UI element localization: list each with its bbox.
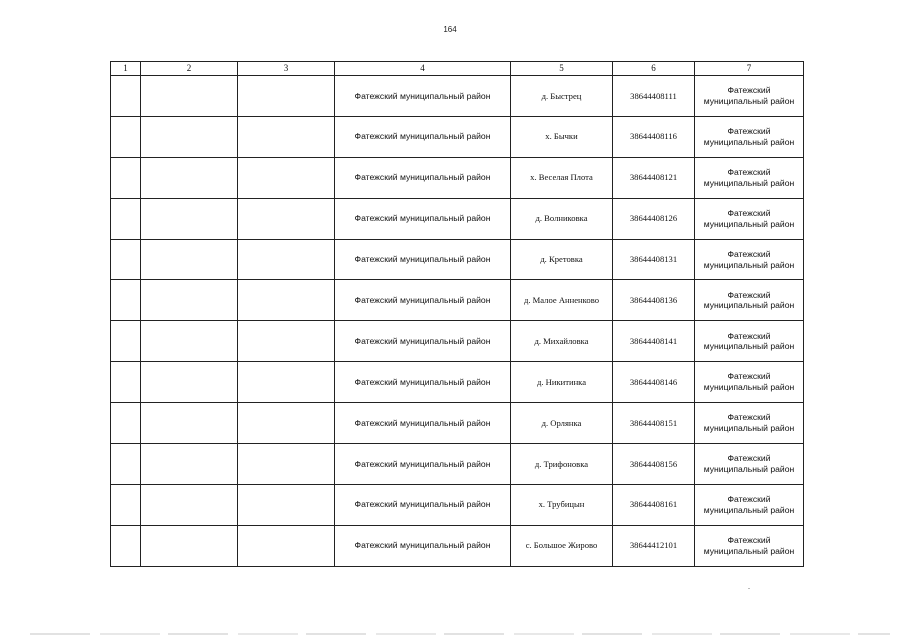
cell-col2 bbox=[141, 321, 238, 362]
cell-code: 38644408111 bbox=[613, 76, 695, 117]
municipality-line-1: Фатежский bbox=[727, 166, 771, 177]
table-row bbox=[111, 157, 804, 198]
cell-district: Фатежский муниципальный район bbox=[335, 403, 511, 444]
cell-col3 bbox=[238, 116, 335, 157]
column-header-4: 4 bbox=[335, 62, 511, 76]
cell-municipality bbox=[695, 280, 804, 321]
column-header-6: 6 bbox=[613, 62, 695, 76]
cell-col1 bbox=[111, 321, 141, 362]
cell-code: 38644408121 bbox=[613, 157, 695, 198]
cell-col1 bbox=[111, 239, 141, 280]
cell-col2 bbox=[141, 239, 238, 280]
cell-col3 bbox=[238, 403, 335, 444]
table-row bbox=[111, 362, 804, 403]
cell-code: 38644408141 bbox=[613, 321, 695, 362]
cell-settlement: х. Трубицын bbox=[511, 484, 613, 525]
municipality-line-2: муниципальный район bbox=[703, 423, 795, 434]
municipality-line-1: Фатежский bbox=[727, 535, 771, 545]
column-header-1: 1 bbox=[111, 62, 141, 76]
cell-district: Фатежский муниципальный район bbox=[335, 362, 511, 403]
column-header-5: 5 bbox=[511, 62, 613, 76]
cell-code: 38644408151 bbox=[613, 403, 695, 444]
cell-district: Фатежский муниципальный район bbox=[335, 198, 511, 239]
cell-col1 bbox=[111, 525, 141, 566]
cell-col3 bbox=[238, 525, 335, 566]
cell-settlement: д. Кретовка bbox=[511, 239, 613, 280]
cell-col3 bbox=[238, 76, 335, 117]
cell-district: Фатежский муниципальный район bbox=[335, 321, 511, 362]
cell-col2 bbox=[141, 362, 238, 403]
municipality-line-1: Фатежский bbox=[727, 248, 771, 259]
municipality-line-2: муниципальный район bbox=[703, 300, 795, 311]
cell-district: Фатежский муниципальный район bbox=[335, 444, 511, 485]
cell-code: 38644408126 bbox=[613, 198, 695, 239]
cell-settlement: х. Бычки bbox=[511, 116, 613, 157]
cell-col2 bbox=[141, 157, 238, 198]
cell-col3 bbox=[238, 362, 335, 403]
cell-code: 38644408131 bbox=[613, 239, 695, 280]
cell-col3 bbox=[238, 484, 335, 525]
table-row bbox=[111, 321, 804, 362]
cell-col1 bbox=[111, 484, 141, 525]
municipality-line-1: Фатежский bbox=[727, 330, 771, 341]
cell-col1 bbox=[111, 362, 141, 403]
municipality-line-1: Фатежский bbox=[727, 453, 771, 464]
cell-municipality bbox=[695, 198, 804, 239]
cell-district: Фатежский муниципальный район bbox=[335, 484, 511, 525]
cell-col2 bbox=[141, 484, 238, 525]
municipality-line-2: муниципальный район bbox=[703, 177, 795, 188]
table-row bbox=[111, 76, 804, 117]
municipality-line-1: Фатежский bbox=[727, 85, 771, 96]
table-row bbox=[111, 403, 804, 444]
cell-district: Фатежский муниципальный район bbox=[335, 280, 511, 321]
cell-code: 38644408116 bbox=[613, 116, 695, 157]
cell-settlement: д. Трифоновка bbox=[511, 444, 613, 485]
municipality-line-1: Фатежский bbox=[727, 412, 771, 423]
municipality-line-1: Фатежский bbox=[727, 126, 771, 137]
cell-code: 38644412101 bbox=[613, 525, 695, 566]
scan-speck bbox=[748, 588, 750, 589]
municipality-line-2: муниципальный район bbox=[703, 504, 795, 515]
cell-col1 bbox=[111, 157, 141, 198]
municipality-line-2: муниципальный район bbox=[703, 95, 795, 106]
cell-district: Фатежский муниципальный район bbox=[335, 116, 511, 157]
municipality-line-2: муниципальный район bbox=[703, 136, 795, 147]
cell-col1 bbox=[111, 76, 141, 117]
scan-artifact-line bbox=[30, 633, 890, 635]
cell-col1 bbox=[111, 403, 141, 444]
table-row bbox=[111, 198, 804, 239]
municipality-line-2: муниципальный район bbox=[703, 341, 795, 352]
table-row bbox=[111, 116, 804, 157]
cell-col3 bbox=[238, 321, 335, 362]
cell-district: Фатежский муниципальный район bbox=[335, 76, 511, 117]
cell-col2 bbox=[141, 280, 238, 321]
cell-code: 38644408156 bbox=[613, 444, 695, 485]
cell-code: 38644408136 bbox=[613, 280, 695, 321]
cell-col3 bbox=[238, 444, 335, 485]
column-header-7: 7 bbox=[695, 62, 804, 76]
municipality-line-1: Фатежский bbox=[727, 371, 771, 382]
cell-municipality bbox=[695, 116, 804, 157]
cell-district: Фатежский муниципальный район bbox=[335, 157, 511, 198]
cell-col2 bbox=[141, 403, 238, 444]
column-header-3: 3 bbox=[238, 62, 335, 76]
header-row bbox=[111, 62, 804, 76]
cell-col3 bbox=[238, 198, 335, 239]
municipality-line-2: муниципальный район bbox=[703, 545, 795, 556]
municipality-line-2: муниципальный район bbox=[703, 382, 795, 393]
table-row bbox=[111, 444, 804, 485]
cell-district: Фатежский муниципальный район bbox=[335, 239, 511, 280]
cell-municipality bbox=[695, 321, 804, 362]
cell-col2 bbox=[141, 444, 238, 485]
cell-municipality bbox=[695, 525, 804, 566]
cell-municipality bbox=[695, 239, 804, 280]
cell-code: 38644408146 bbox=[613, 362, 695, 403]
cell-municipality bbox=[695, 403, 804, 444]
cell-municipality bbox=[695, 444, 804, 485]
cell-settlement: д. Волниковка bbox=[511, 198, 613, 239]
page-number: 164 bbox=[443, 25, 457, 34]
settlements-table bbox=[110, 61, 804, 567]
column-header-2: 2 bbox=[141, 62, 238, 76]
municipality-line-2: муниципальный район bbox=[703, 218, 795, 229]
cell-settlement: д. Малое Анненково bbox=[511, 280, 613, 321]
municipality-line-2: муниципальный район bbox=[703, 463, 795, 474]
cell-col1 bbox=[111, 198, 141, 239]
cell-col3 bbox=[238, 239, 335, 280]
cell-settlement: д. Орлянка bbox=[511, 403, 613, 444]
cell-col2 bbox=[141, 525, 238, 566]
cell-col3 bbox=[238, 157, 335, 198]
table-row bbox=[111, 239, 804, 280]
cell-district: Фатежский муниципальный район bbox=[335, 525, 511, 566]
cell-settlement: д. Михайловка bbox=[511, 321, 613, 362]
cell-col1 bbox=[111, 280, 141, 321]
municipality-line-1: Фатежский bbox=[727, 207, 771, 218]
cell-municipality bbox=[695, 362, 804, 403]
municipality-line-1: Фатежский bbox=[727, 494, 771, 505]
cell-col2 bbox=[141, 76, 238, 117]
cell-municipality bbox=[695, 76, 804, 117]
cell-col2 bbox=[141, 116, 238, 157]
cell-col2 bbox=[141, 198, 238, 239]
cell-settlement: с. Большое Жирово bbox=[511, 525, 613, 566]
table-row bbox=[111, 484, 804, 525]
cell-municipality bbox=[695, 157, 804, 198]
table-row bbox=[111, 280, 804, 321]
cell-code: 38644408161 bbox=[613, 484, 695, 525]
cell-col3 bbox=[238, 280, 335, 321]
cell-settlement: х. Веселая Плота bbox=[511, 157, 613, 198]
table-row bbox=[111, 525, 804, 566]
municipality-line-2: муниципальный район bbox=[703, 259, 795, 270]
cell-settlement: д. Быстрец bbox=[511, 76, 613, 117]
municipality-line-1: Фатежский bbox=[727, 289, 771, 300]
cell-municipality bbox=[695, 484, 804, 525]
cell-col1 bbox=[111, 444, 141, 485]
cell-col1 bbox=[111, 116, 141, 157]
cell-settlement: д. Никитинка bbox=[511, 362, 613, 403]
